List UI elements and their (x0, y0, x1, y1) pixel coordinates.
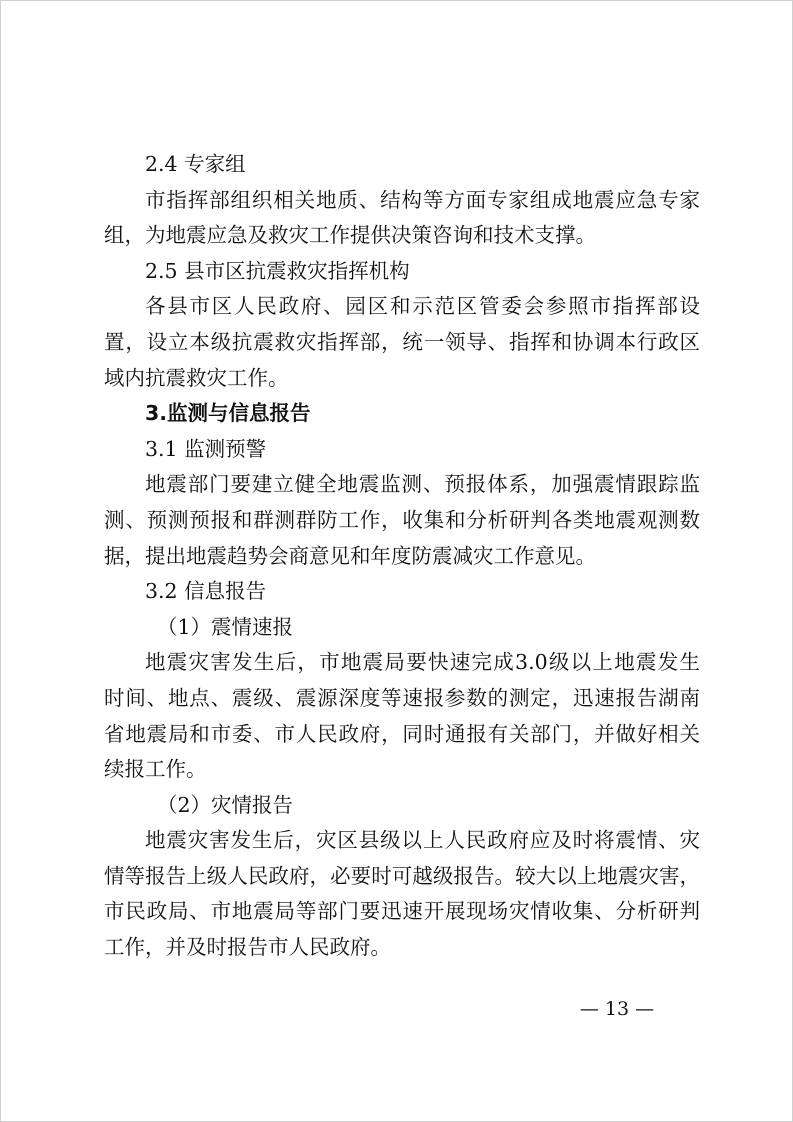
section-heading-2-4: 2.4 专家组 (145, 152, 246, 176)
paragraph-line: 续报工作。 (104, 757, 207, 782)
subheading-earthquake-report: （1）震情速报 (157, 614, 294, 639)
paragraph-line: 市指挥部组织相关地质、结构等方面专家组成地震应急专家 (145, 187, 700, 212)
document-body (104, 147, 700, 966)
paragraph-line: 各县市区人民政府、园区和示范区管委会参照市指挥部设 (145, 294, 700, 319)
paragraph-line: 组，为地震应急及救灾工作提供决策咨询和技术支撑。 (104, 223, 596, 248)
subheading-disaster-report: （2）灾情报告 (157, 792, 294, 817)
paragraph-line: 域内抗震救灾工作。 (104, 365, 289, 390)
paragraph-line: 测、预测预报和群测群防工作，收集和分析研判各类地震观测数 (104, 507, 700, 532)
paragraph-line: 省地震局和市委、市人民政府，同时通报有关部门，并做好相关 (104, 721, 700, 746)
paragraph-line: 地震灾害发生后，市地震局要快速完成3.0级以上地震发生 (145, 650, 700, 675)
paragraph-line: 工作，并及时报告市人民政府。 (104, 935, 391, 960)
paragraph-line: 时间、地点、震级、震源深度等速报参数的测定，迅速报告湖南 (104, 685, 700, 710)
paragraph-line: 置，设立本级抗震救灾指挥部，统一领导、指挥和协调本行政区 (104, 329, 700, 354)
section-heading-2-5: 2.5 县市区抗震救灾指挥机构 (145, 258, 410, 283)
section-heading-3-2: 3.2 信息报告 (145, 579, 267, 604)
section-heading-3-1: 3.1 监测预警 (145, 436, 267, 461)
paragraph-line: 据，提出地震趋势会商意见和年度防震减灾工作意见。 (104, 543, 596, 568)
paragraph-line: 市民政局、市地震局等部门要迅速开展现场灾情收集、分析研判 (104, 899, 700, 924)
section-heading-3: 3.监测与信息报告 (145, 401, 311, 426)
paragraph-line: 情等报告上级人民政府，必要时可越级报告。较大以上地震灾害， (104, 863, 700, 888)
page-number: — 13 — (579, 998, 655, 1020)
paragraph-line: 地震部门要建立健全地震监测、预报体系，加强震情跟踪监 (145, 472, 700, 497)
paragraph-line: 地震灾害发生后，灾区县级以上人民政府应及时将震情、灾 (145, 828, 700, 853)
